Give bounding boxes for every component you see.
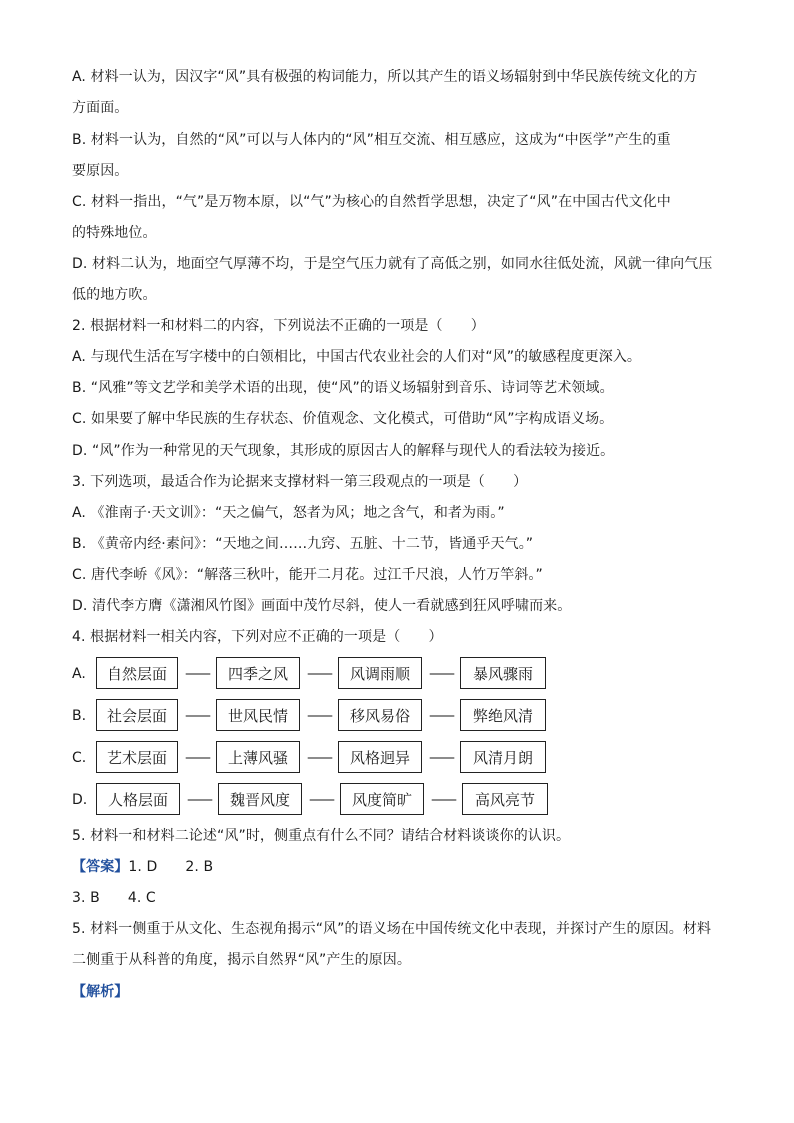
dash-connector: —— [307,750,331,766]
option-3c: C. 唐代李峤《风》：“解落三秋叶，能开二月花。过江千尺浪，人竹万竿斜。” [72,567,543,583]
answer-line-2 [72,888,156,908]
row-letter: A. [72,666,86,682]
dash-connector: —— [429,708,453,724]
dash-connector: —— [307,666,331,682]
option-1c-line1: C. 材料一指出，“气”是万物本原，以“气”为核心的自然哲学思想，决定了“风”在中国古代文化中 [72,194,671,210]
answer-label: 【答案】 [72,859,129,875]
option-3b: B. 《黄帝内经·素问》：“天地之间……九窍、五脏、十二节，皆通乎天气。” [72,536,534,552]
dash-connector: —— [431,792,455,808]
option-1d-line1: D. 材料二认为，地面空气厚薄不均，于是空气压力就有了高低之别，如同水往低处流，风就一律向气压 [72,256,713,272]
table-cell: 人格层面 [96,783,180,815]
analysis-label [72,982,128,1002]
option-1a-line1: A. 材料一认为，因汉字“风”具有极强的构词能力，所以其产生的语义场辐射到中华民族传统文化的方 [72,69,698,85]
dash-connector: —— [187,792,211,808]
table-cell: 艺术层面 [96,741,178,773]
answer-4: 4. C [127,890,156,906]
option-1b-line2: 要原因。 [72,163,129,179]
dash-connector: —— [185,750,209,766]
dash-connector: —— [429,666,453,682]
answer-2: 2. B [185,859,214,875]
dash-connector: —— [307,708,331,724]
row-letter: C. [72,750,87,766]
table-cell: 移风易俗 [338,699,422,731]
table-cell: 风清月朗 [460,741,546,773]
question-5: 5. 材料一和材料二论述“风”时，侧重点有什么不同？请结合材料谈谈你的认识。 [72,828,571,844]
option-2b: B. “风雅”等文艺学和美学术语的出现，使“风”的语义场辐射到音乐、诗词等艺术领域。 [72,380,614,396]
answer-1: 1. D [128,859,158,875]
option-3a: A. 《淮南子·天文训》：“天之偏气，怒者为风；地之含气，和者为雨。” [72,505,505,521]
table-cell: 风格迥异 [338,741,422,773]
table-cell: 社会层面 [96,699,178,731]
option-2c: C. 如果要了解中华民族的生存状态、价值观念、文化模式，可借助“风”字构成语义场。 [72,411,614,427]
question-4: 4. 根据材料一相关内容，下列对应不正确的一项是（ ） [72,629,443,645]
table-cell: 风调雨顺 [338,657,422,689]
table-cell: 高风亮节 [462,783,548,815]
option-1c-line2: 的特殊地位。 [72,225,157,241]
dash-connector: —— [309,792,333,808]
table-cell: 弊绝风清 [460,699,546,731]
table-cell: 魏晋风度 [218,783,302,815]
table-cell: 自然层面 [96,657,178,689]
option-3d: D. 清代李方膺《潇湘风竹图》画面中茂竹尽斜，使人一看就感到狂风呼啸而来。 [72,598,572,614]
answer-5-line1: 5. 材料一侧重于从文化、生态视角揭示“风”的语义场在中国传统文化中表现，并探讨产生的原因。材料 [72,921,712,937]
row-letter: B. [72,708,87,724]
row-letter: D. [72,792,88,808]
table-cell: 上薄风骚 [216,741,300,773]
question-3: 3. 下列选项，最适合作为论据来支撑材料一第三段观点的一项是（ ） [72,474,528,490]
option-1b-line1: B. 材料一认为，自然的“风”可以与人体内的“风”相互交流、相互感应，这成为“中医学”产生的重 [72,132,671,148]
table-cell: 世风民情 [216,699,300,731]
table-cell: 暴风骤雨 [460,657,546,689]
option-1a-line2: 方面面。 [72,100,129,116]
table-cell: 四季之风 [216,657,300,689]
question-2: 2. 根据材料一和材料二的内容，下列说法不正确的一项是（ ） [72,318,485,334]
option-2a: A. 与现代生活在写字楼中的白领相比，中国古代农业社会的人们对“风”的敏感程度更深入。 [72,349,642,365]
option-2d: D. “风”作为一种常见的天气现象，其形成的原因古人的解释与现代人的看法较为接近。 [72,443,615,459]
dash-connector: —— [185,666,209,682]
answer-3: 3. B [72,890,100,906]
answer-line-1 [72,857,213,877]
answer-5-line2: 二侧重于从科普的角度，揭示自然界“风”产生的原因。 [72,952,412,968]
dash-connector: —— [429,750,453,766]
dash-connector: —— [185,708,209,724]
analysis-heading: 【解析】 [72,984,129,1000]
table-cell: 风度简旷 [340,783,424,815]
option-1d-line2: 低的地方吹。 [72,287,157,303]
